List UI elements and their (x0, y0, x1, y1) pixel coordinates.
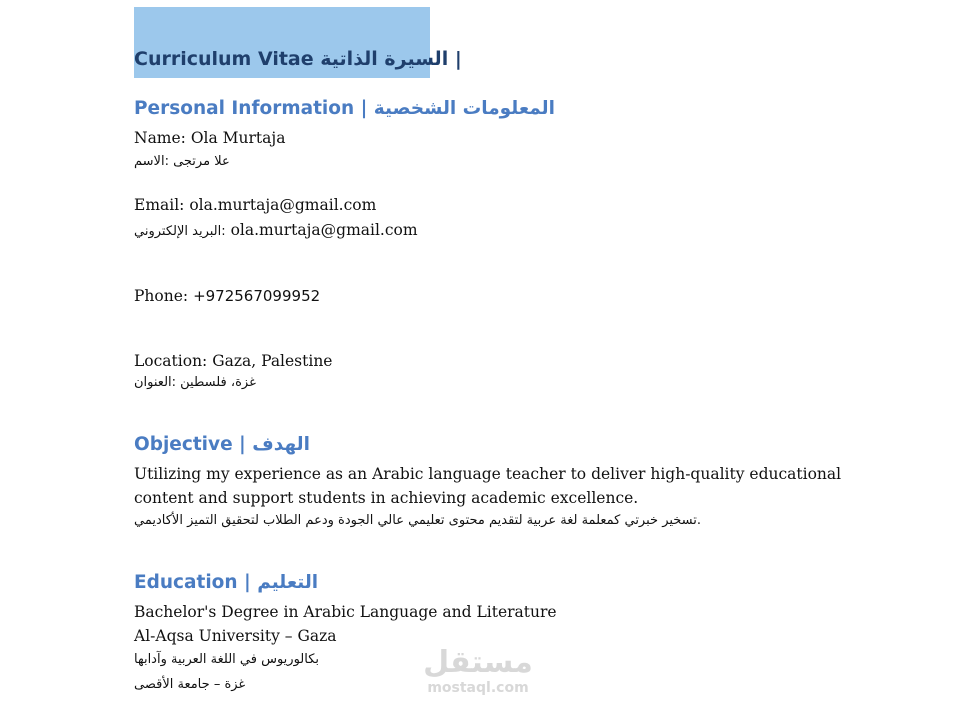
location-en: Location: Gaza, Palestine (134, 352, 333, 370)
section-heading-personal: Personal Information | المعلومات الشخصية (134, 98, 555, 119)
name-en: Name: Ola Murtaja (134, 129, 286, 147)
email-en: Email: ola.murtaja@gmail.com (134, 196, 377, 214)
section-heading-objective: Objective | الهدف (134, 434, 310, 455)
email-ar-value: ola.murtaja@gmail.com (230, 221, 418, 239)
email-ar (134, 221, 418, 239)
watermark-url: mostaql.com (427, 680, 529, 696)
university-en: Al-Aqsa University – Gaza (134, 627, 337, 645)
watermark (418, 645, 538, 708)
phone (134, 287, 320, 305)
objective-line-1: Utilizing my experience as an Arabic language teacher to deliver high-quality educational (134, 465, 842, 483)
email-ar-label: البريد الإلكتروني: (134, 224, 226, 239)
university-ar: غزة – جامعة الأقصى (134, 677, 246, 692)
page-title: Curriculum Vitae السيرة الذاتية | (134, 48, 462, 70)
objective-line-ar: تسخير خبرتي كمعلمة لغة عربية لتقديم محتوى تعليمي عالي الجودة ودعم الطلاب لتحقيق التميز الأكاديمي. (134, 513, 702, 528)
watermark-logo: مستقل (423, 645, 533, 680)
name-ar: علا مرتجى :الاسم (134, 154, 230, 169)
objective-line-2: content and support students in achieving academic excellence. (134, 489, 639, 507)
phone-label: Phone: (134, 287, 194, 305)
section-heading-education: Education | التعليم (134, 572, 319, 593)
phone-value: +972567099952 (193, 287, 321, 305)
location-ar: غزة، فلسطين :العنوان (134, 375, 256, 390)
degree-en: Bachelor's Degree in Arabic Language and Literature (134, 603, 557, 621)
degree-ar: بكالوريوس في اللغة العربية وآدابها (134, 652, 320, 667)
